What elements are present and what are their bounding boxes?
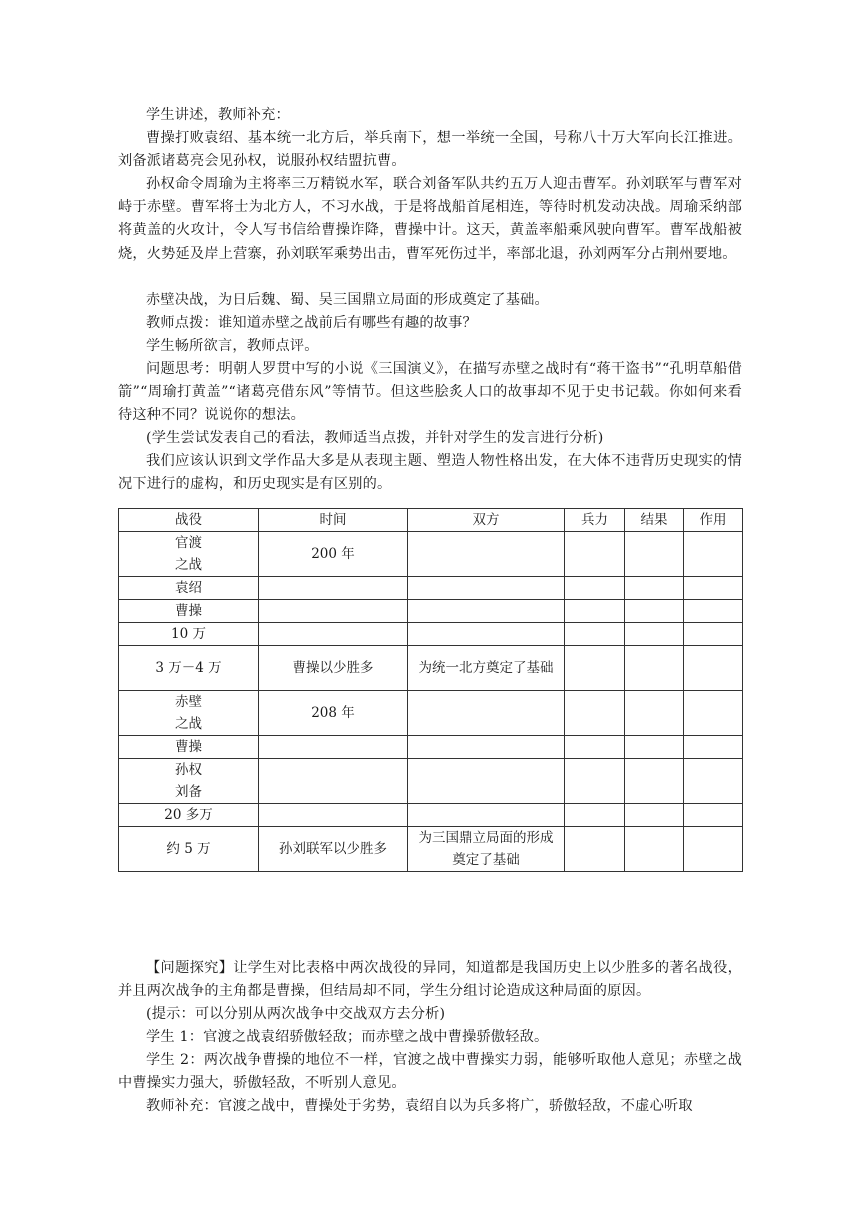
table-row — [119, 532, 743, 577]
table-cell — [684, 623, 743, 646]
table-cell — [565, 827, 625, 872]
table-cell: 200 年 — [259, 532, 408, 577]
table-cell — [684, 736, 743, 759]
paragraph: 学生讲述，教师补充： — [146, 107, 290, 123]
table-row — [119, 691, 743, 736]
paragraph: (学生尝试发表自己的看法，教师适当点拨，并针对学生的发言进行分析) — [146, 430, 604, 446]
table-cell — [625, 646, 684, 691]
table-cell — [684, 691, 743, 736]
table-cell — [625, 827, 684, 872]
table-cell: 曹操以少胜多 — [259, 646, 408, 691]
table-cell — [625, 600, 684, 623]
table-cell — [625, 532, 684, 577]
table-cell — [408, 804, 565, 827]
table-cell — [259, 736, 408, 759]
table-cell — [565, 759, 625, 804]
table-cell: 曹操 — [119, 736, 259, 759]
table-cell — [565, 804, 625, 827]
table-cell: 约 5 万 — [119, 827, 259, 872]
table-cell — [408, 736, 565, 759]
table-cell: 孙刘联军以少胜多 — [259, 827, 408, 872]
table-header-row — [119, 509, 743, 532]
paragraph: 问题思考：明朝人罗贯中写的小说《三国演义》，在描写赤壁之战时有“蒋干盗书”“孔明草船借箭”“周瑜打黄盖”“诸葛亮借东风”等情节。但这些脍炙人口的故事却不见于史书记载。你如何来看待这种不同？说说你的想法。 — [118, 361, 742, 424]
table-cell — [625, 759, 684, 804]
table-row — [119, 827, 743, 872]
table-header: 时间 — [259, 509, 408, 532]
paragraph: 曹操打败袁绍、基本统一北方后，举兵南下，想一举统一全国，号称八十万大军向长江推进。刘备派诸葛亮会见孙权，说服孙权结盟抗曹。 — [118, 130, 742, 170]
table-cell — [408, 577, 565, 600]
table-header: 战役 — [119, 509, 259, 532]
table-cell: 为三国鼎立局面的形成奠定了基础 — [408, 827, 565, 872]
paragraph: 教师补充：官渡之战中，曹操处于劣势，袁绍自以为兵多将广，骄傲轻敌，不虚心听取 — [146, 1098, 693, 1114]
table-cell — [625, 804, 684, 827]
paragraph: 孙权命令周瑜为主将率三万精锐水军，联合刘备军队共约五万人迎击曹军。孙刘联军与曹军对峙于赤壁。曹军将士为北方人，不习水战，于是将战船首尾相连，等待时机发动决战。周瑜采纳部将黄盖的火攻计，令人写书信给曹操诈降，曹操中计。这天，黄盖率船乘风驶向曹军。曹军战船被烧，火势延及岸上营寨，孙刘联军乘势出击，曹军死伤过半，率部北退，孙刘两军分占荆州要地。 — [118, 176, 742, 262]
table-row — [119, 736, 743, 759]
table-cell — [684, 646, 743, 691]
table-header: 结果 — [625, 509, 684, 532]
table-cell — [259, 759, 408, 804]
table-header: 作用 — [684, 509, 743, 532]
table-cell — [408, 532, 565, 577]
table-header: 双方 — [408, 509, 565, 532]
paragraph: 我们应该认识到文学作品大多是从表现主题、塑造人物性格出发，在大体不违背历史现实的情况下进行的虚构，和历史现实是有区别的。 — [118, 453, 742, 493]
table-row — [119, 804, 743, 827]
paragraph: 教师点拨：谁知道赤壁之战前后有哪些有趣的故事？ — [146, 315, 477, 331]
table-cell — [259, 804, 408, 827]
table-cell: 20 多万 — [119, 804, 259, 827]
table-cell: 袁绍 — [119, 577, 259, 600]
table-cell: 孙权 刘备 — [119, 759, 259, 804]
table-cell — [259, 577, 408, 600]
table-cell — [565, 646, 625, 691]
table-row — [119, 577, 743, 600]
table-cell — [684, 759, 743, 804]
table-cell — [408, 691, 565, 736]
table-cell — [259, 623, 408, 646]
paragraph: 学生 1：官渡之战袁绍骄傲轻敌；而赤壁之战中曹操骄傲轻敌。 — [146, 1029, 549, 1045]
table-cell: 曹操 — [119, 600, 259, 623]
table-cell — [408, 600, 565, 623]
paragraph: (提示：可以分别从两次战争中交战双方去分析) — [146, 1006, 446, 1022]
table-cell — [684, 532, 743, 577]
table-header: 兵力 — [565, 509, 625, 532]
table-cell — [684, 827, 743, 872]
table-cell — [684, 600, 743, 623]
table-cell — [408, 623, 565, 646]
paragraph: 赤壁决战，为日后魏、蜀、吴三国鼎立局面的形成奠定了基础。 — [146, 292, 549, 308]
table-row — [119, 600, 743, 623]
paragraph: 学生畅所欲言，教师点评。 — [146, 338, 319, 354]
table-cell: 官渡 之战 — [119, 532, 259, 577]
table-cell: 为统一北方奠定了基础 — [408, 646, 565, 691]
table-row — [119, 646, 743, 691]
table-cell — [565, 623, 625, 646]
battle-comparison-table — [118, 508, 743, 872]
table-cell — [408, 759, 565, 804]
paragraph: 学生 2：两次战争曹操的地位不一样，官渡之战中曹操实力弱，能够听取他人意见；赤壁之战中曹操实力强大，骄傲轻敌，不听别人意见。 — [118, 1052, 742, 1092]
table-cell — [625, 691, 684, 736]
table-cell — [684, 577, 743, 600]
table-cell: 10 万 — [119, 623, 259, 646]
table-cell — [625, 623, 684, 646]
table-row — [119, 623, 743, 646]
table-cell — [565, 577, 625, 600]
table-row — [119, 759, 743, 804]
table-cell: 赤壁 之战 — [119, 691, 259, 736]
paragraph: 【问题探究】让学生对比表格中两次战役的异同，知道都是我国历史上以少胜多的著名战役，并且两次战争的主角都是曹操，但结局却不同，学生分组讨论造成这种局面的原因。 — [118, 960, 742, 1000]
table-cell: 208 年 — [259, 691, 408, 736]
table-cell — [625, 736, 684, 759]
table-cell — [684, 804, 743, 827]
table-cell — [565, 691, 625, 736]
table-cell — [565, 600, 625, 623]
table-cell — [625, 577, 684, 600]
table-cell — [565, 736, 625, 759]
table-cell: 3 万－4 万 — [119, 646, 259, 691]
table-cell — [565, 532, 625, 577]
table-cell — [259, 600, 408, 623]
